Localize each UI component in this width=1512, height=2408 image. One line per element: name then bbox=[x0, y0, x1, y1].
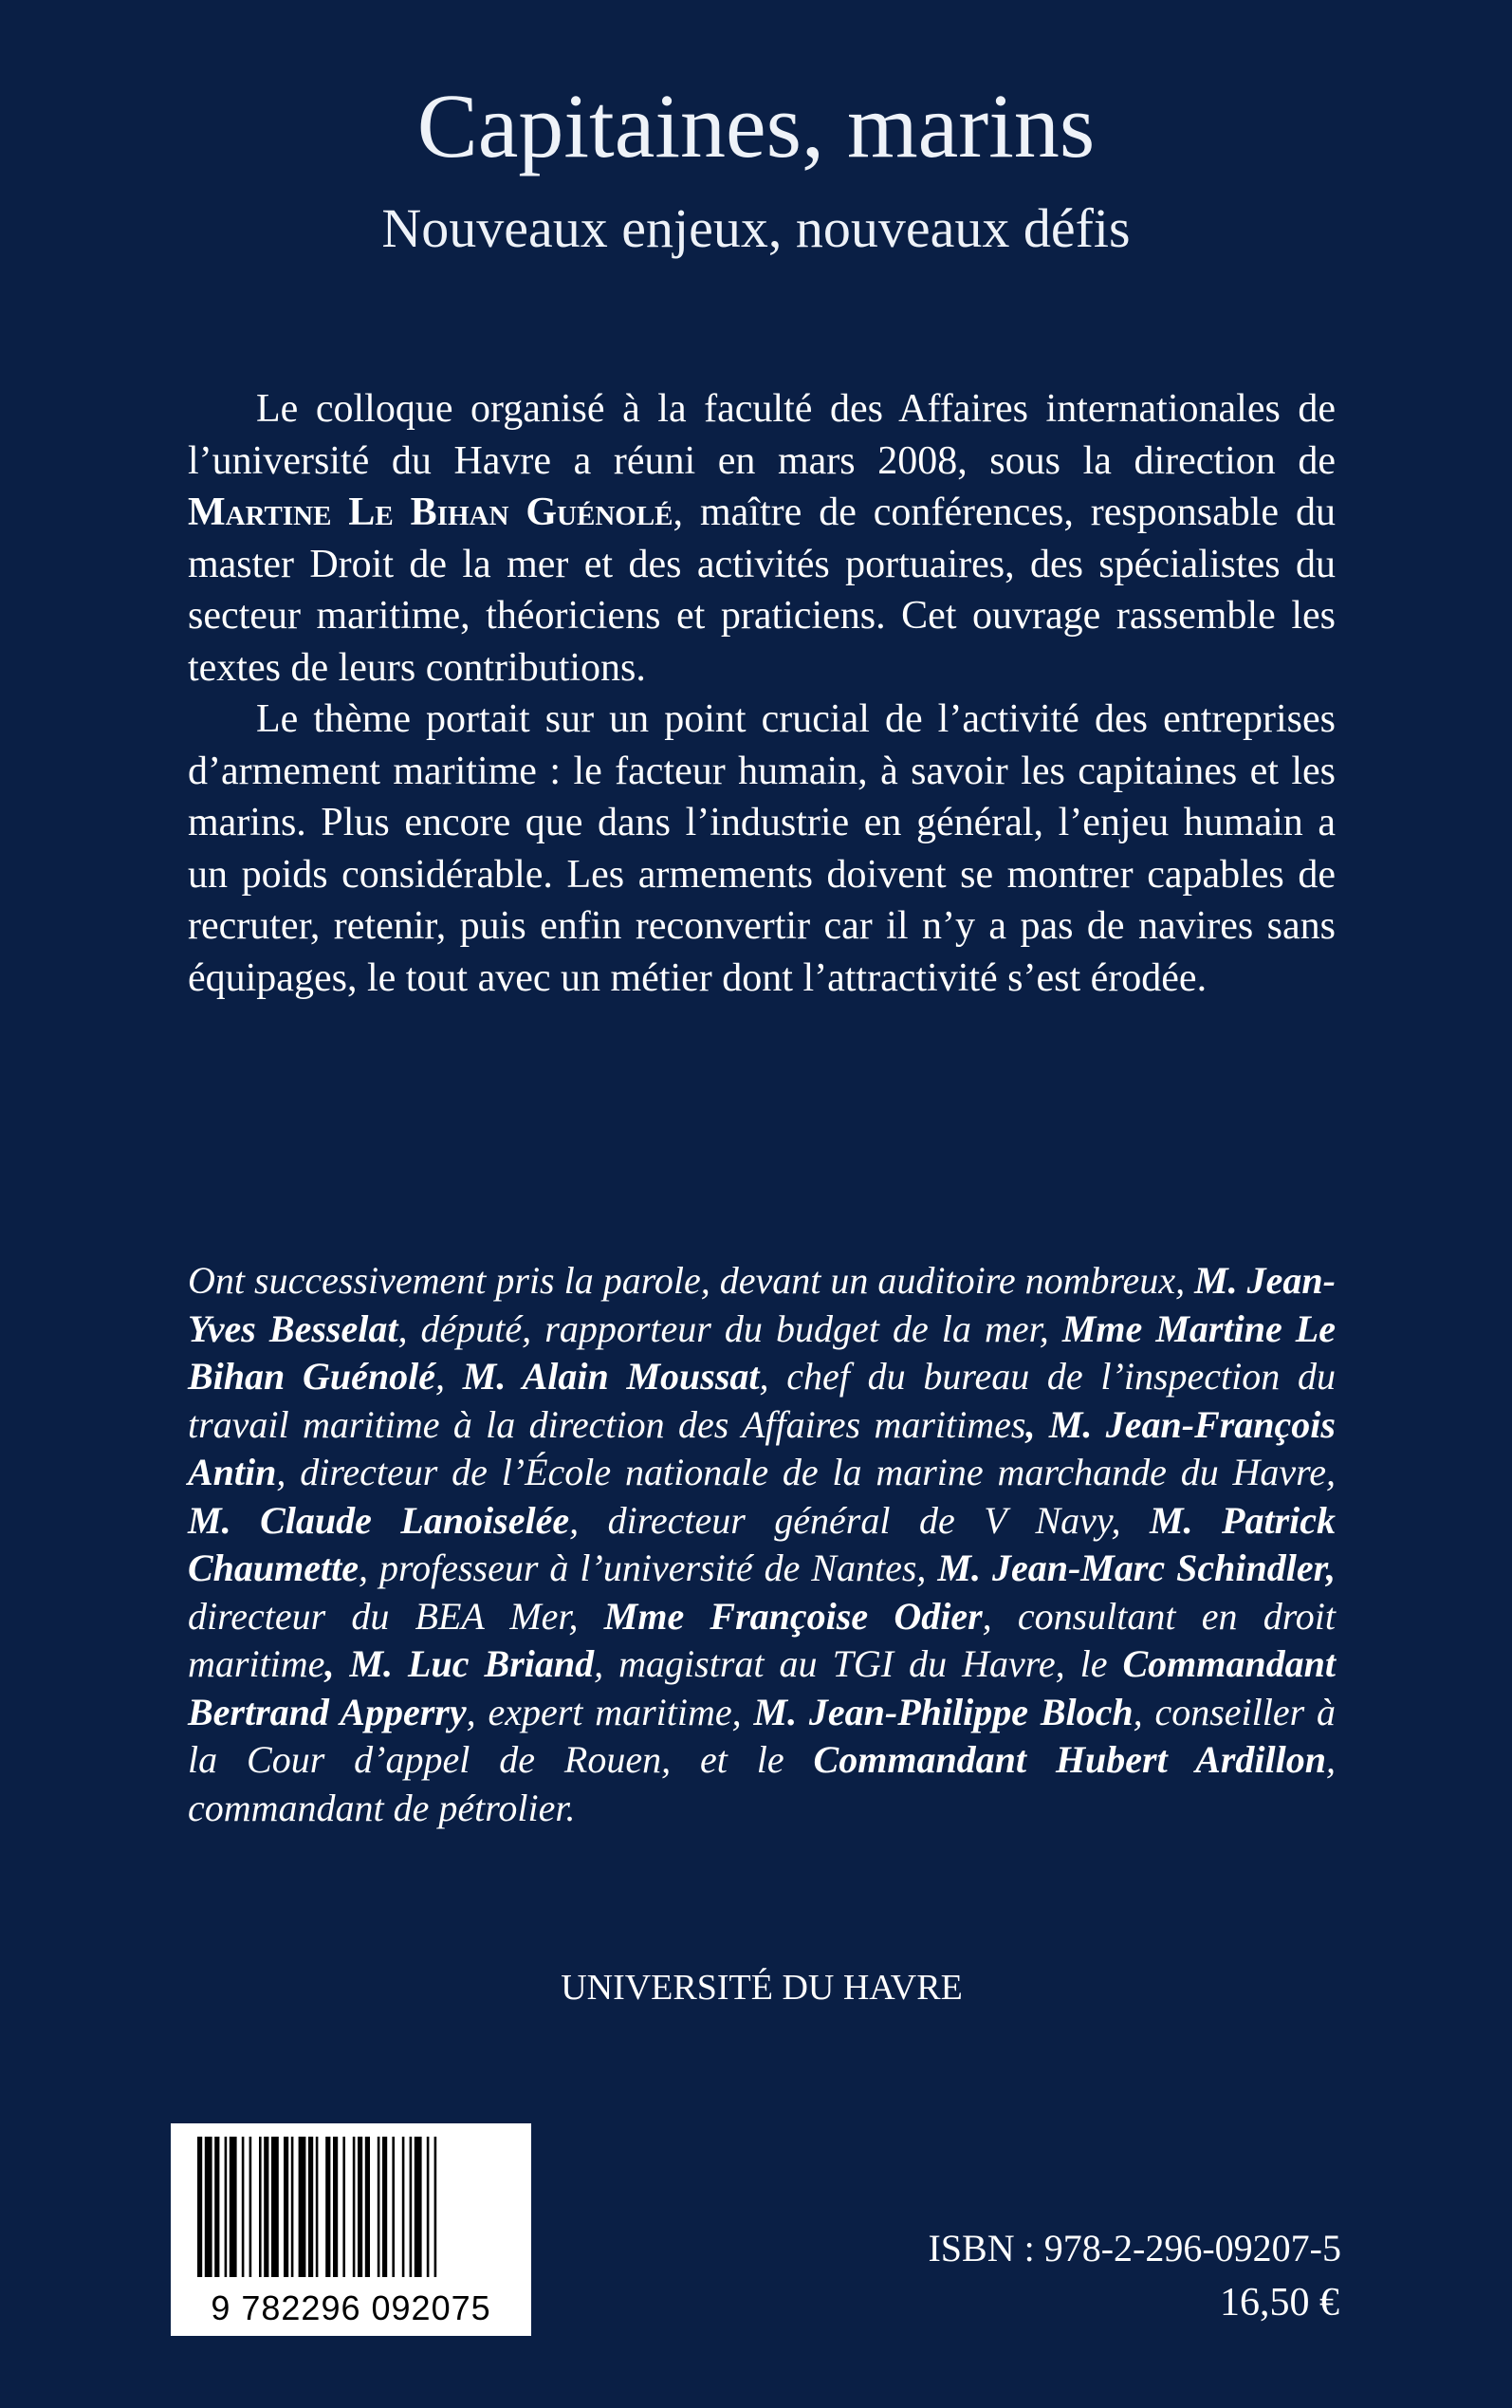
barcode-bar bbox=[392, 2137, 395, 2277]
publisher-name: UNIVERSITÉ DU HAVRE bbox=[561, 1968, 963, 2008]
barcode-bar bbox=[378, 2137, 380, 2277]
barcode-bar bbox=[365, 2137, 370, 2277]
barcode-bar bbox=[259, 2137, 262, 2277]
barcode-bar bbox=[284, 2137, 288, 2277]
speaker-name: M. Jean-Philippe Bloch bbox=[753, 1690, 1134, 1733]
barcode-digits: 9 782296 092075 bbox=[211, 2288, 491, 2327]
barcode-bar bbox=[299, 2137, 306, 2277]
barcode-bar bbox=[427, 2137, 430, 2277]
speaker-name: M. Jean-Marc Schindler, bbox=[937, 1547, 1337, 1589]
blurb bbox=[188, 383, 1336, 1004]
barcode-bar bbox=[308, 2137, 313, 2277]
speaker-name: Commandant Hubert Ardillon bbox=[813, 1738, 1326, 1781]
isbn: ISBN : 978-2-296-09207-5 bbox=[928, 2227, 1341, 2269]
director-name: Martine Le Bihan Guénolé bbox=[188, 491, 673, 534]
speaker-name: Mme Martine Le Bihan Guénolé bbox=[188, 1306, 1336, 1398]
barcode-bar bbox=[242, 2137, 245, 2277]
speaker-name: , M. Jean-François Antin bbox=[188, 1402, 1336, 1493]
speaker-name: M. Jean-Yves Besselat bbox=[188, 1259, 1336, 1350]
book-subtitle: Nouveaux enjeux, nouveaux défis bbox=[381, 197, 1131, 259]
barcode-bar bbox=[353, 2137, 356, 2277]
barcode-bar bbox=[205, 2137, 212, 2277]
barcode-bar bbox=[410, 2137, 413, 2277]
barcode-bar bbox=[271, 2137, 279, 2277]
speaker-name: Commandant Bertrand Apperry bbox=[188, 1642, 1337, 1733]
barcode-bar bbox=[249, 2137, 252, 2277]
barcode-bar bbox=[342, 2137, 345, 2277]
barcode-bar bbox=[291, 2137, 294, 2277]
barcode-bar bbox=[197, 2137, 202, 2277]
speaker-name: , M. Luc Briand bbox=[324, 1642, 595, 1685]
barcode-bar bbox=[225, 2137, 228, 2277]
barcode-bar bbox=[333, 2137, 338, 2277]
barcode-bar bbox=[230, 2137, 237, 2277]
blurb-paragraph-2: Le thème portait sur un point crucial de l’activité des entreprises d’armement maritime : le facteur humain, à savoir les capitaines et les marins. Plus encore que dans l’industrie en général, l’enjeu humain a un poids considérable. Les armements doivent se montrer capables de recruter, retenir, puis enfin reconvertir car il n’y a pas de navires sans équipages, le tout avec un métier dont l’attractivité s’est érodée. bbox=[188, 697, 1336, 1000]
speaker-name: M. Claude Lanoiselée bbox=[188, 1498, 570, 1542]
barcode-bar bbox=[415, 2137, 422, 2277]
blurb-paragraph-1: Le colloque organisé à la faculté des Affaires internationales de l’université du Havre a réuni en mars 2008, sous la direction de Martine Le Bihan Guénolé, maître de conférences, responsable du master Droit de la mer et des activités portuaires, des spécialistes du secteur maritime, théoriciens et praticiens. Cet ouvrage rassemble les textes de leurs contributions. bbox=[188, 387, 1336, 690]
barcode bbox=[171, 2123, 531, 2336]
barcode-bar bbox=[402, 2137, 405, 2277]
price: 16,50 € bbox=[1220, 2281, 1339, 2325]
speakers-list: Ont successivement pris la parole, devant un auditoire nombreux, M. Jean-Yves Besselat, député, rapporteur du budget de la mer, Mme Martine Le Bihan Guénolé, M. Alain Moussat, chef du bureau de l’inspection du travail maritime à la direction des Affaires maritimes, M. Jean-François Antin, directeur de l’École nationale de la marine marchande du Havre, M. Claude Lanoiselée, directeur général de V Navy, M. Patrick Chaumette, professeur à l’université de Nantes, M. Jean-Marc Schindler, directeur du BEA Mer, Mme Françoise Odier, consultant en droit maritime, M. Luc Briand, magistrat au TGI du Havre, le Commandant Bertrand Apperry, expert maritime, M. Jean-Philippe Bloch, conseiller à la Cour d’appel de Rouen, et le Commandant Hubert Ardillon, commandant de pétrolier. bbox=[188, 1259, 1337, 1829]
book-title: Capitaines, marins bbox=[416, 75, 1096, 176]
barcode-bar bbox=[358, 2137, 362, 2277]
barcode-bar bbox=[434, 2137, 437, 2277]
barcode-bar bbox=[316, 2137, 319, 2277]
barcode-bar bbox=[214, 2137, 219, 2277]
barcode-bar bbox=[382, 2137, 387, 2277]
speaker-name: Mme Françoise Odier bbox=[603, 1594, 983, 1638]
barcode-bar bbox=[325, 2137, 330, 2277]
barcode-bar bbox=[264, 2137, 268, 2277]
speaker-name: M. Alain Moussat bbox=[462, 1355, 760, 1398]
speaker-name: M. Patrick Chaumette bbox=[188, 1498, 1337, 1589]
